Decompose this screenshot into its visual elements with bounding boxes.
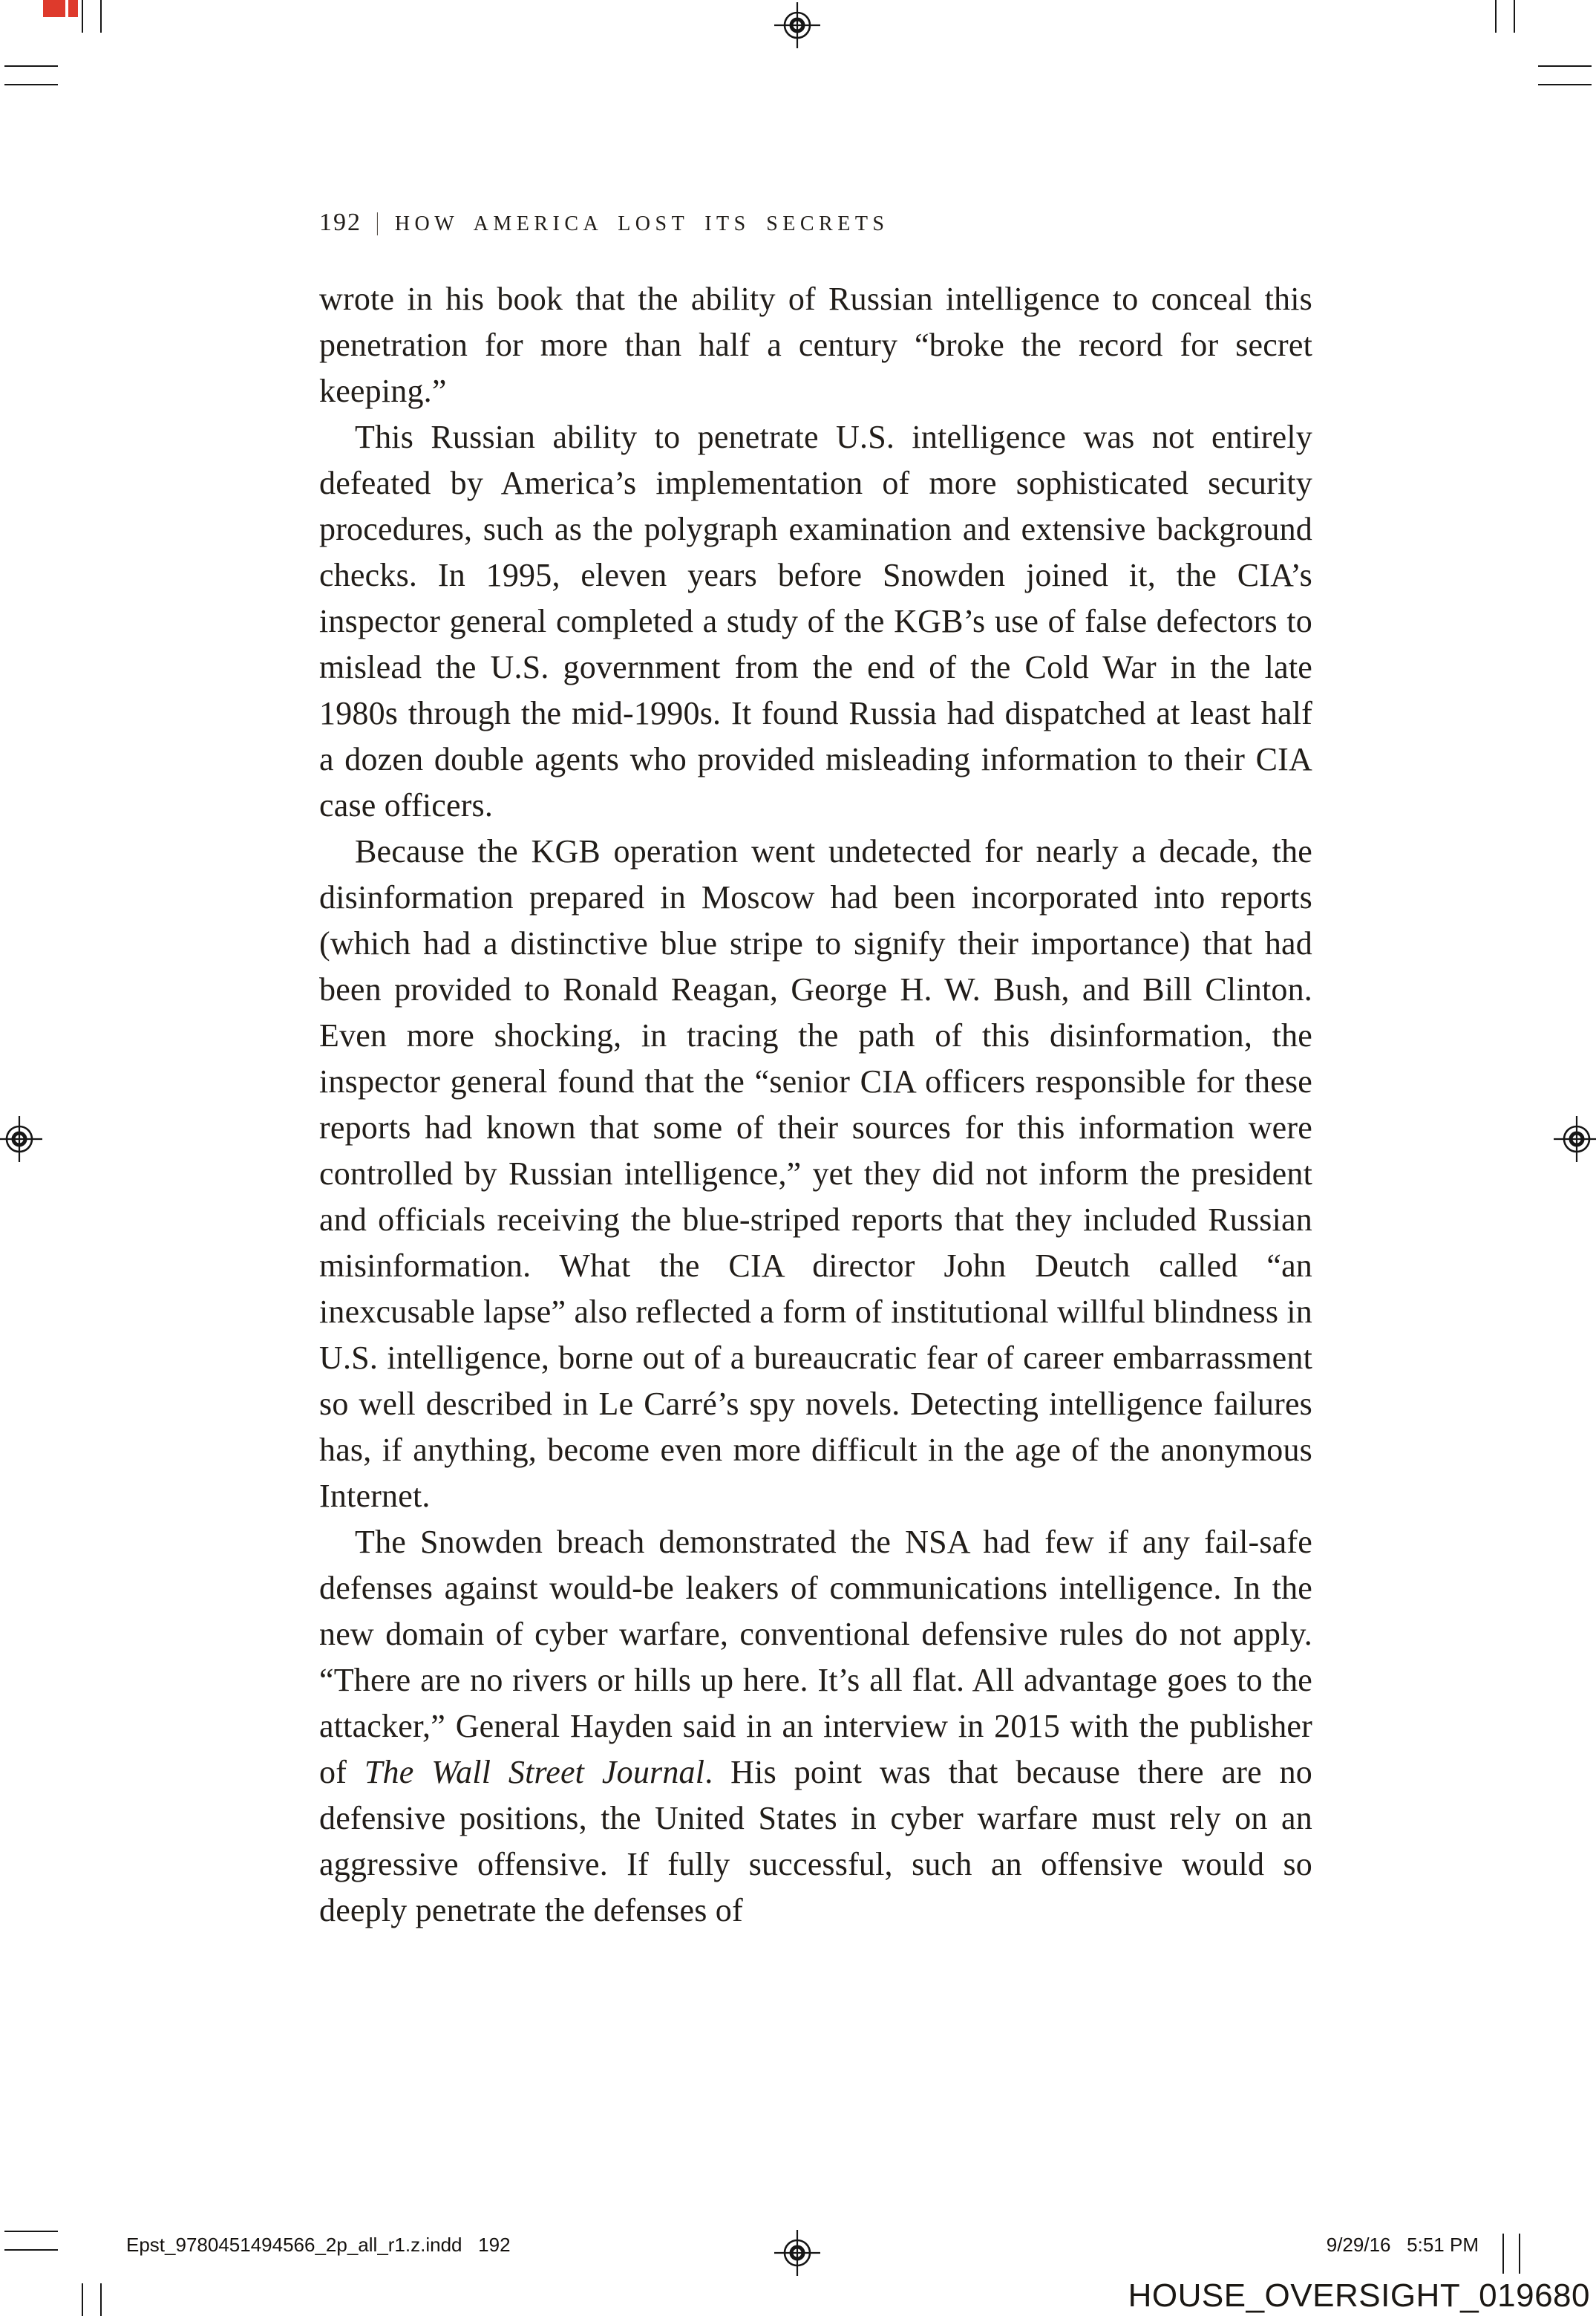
registration-mark-icon bbox=[0, 1115, 43, 1163]
bates-stamp: HOUSE_OVERSIGHT_019680 bbox=[1128, 2277, 1590, 2314]
paragraph-text: The Snowden breach demonstrated the NSA had few if any fail-safe defenses against would-be leakers of communications intelligence. In the new domain of cyber warfare, conventional defensive rules do not apply. “There are no rivers or hills up here. It’s all flat. All advantage goes to the attacker,” General Hayden said in an interview in 2015 with the publisher of bbox=[319, 1524, 1312, 1790]
crop-mark bbox=[100, 0, 102, 33]
crop-mark bbox=[1495, 0, 1497, 33]
crop-mark bbox=[82, 0, 83, 33]
header-divider: | bbox=[376, 209, 379, 236]
red-proof-mark bbox=[43, 0, 65, 17]
crop-mark bbox=[4, 84, 58, 85]
crop-mark bbox=[82, 2283, 83, 2316]
crop-mark bbox=[4, 2249, 58, 2251]
paragraph: This Russian ability to penetrate U.S. intelligence was not entirely defeated by America’s implementation of more sophisticated security procedures, such as the polygraph examination and extensive background checks. In 1995, eleven years before Snowden joined it, the CIA’s inspector general completed a study of the KGB’s use of false defectors to mislead the U.S. government from the end of the Cold War in the late 1980s through the mid-1990s. It found Russia had dispatched at least half a dozen double agents who provided misleading information to their CIA case officers. bbox=[319, 419, 1312, 823]
italic-publication-title: The Wall Street Journal bbox=[364, 1754, 705, 1790]
crop-mark bbox=[4, 65, 58, 67]
paragraph bbox=[319, 1519, 1312, 1934]
crop-mark bbox=[4, 2231, 58, 2232]
body-text-block bbox=[319, 276, 1312, 1934]
print-file-slug: Epst_9780451494566_2p_all_r1.z.indd 192 bbox=[126, 2234, 511, 2256]
crop-mark bbox=[1502, 2234, 1504, 2274]
registration-mark-icon bbox=[1553, 1115, 1596, 1163]
registration-mark-icon bbox=[774, 2229, 821, 2277]
crop-mark bbox=[1514, 0, 1515, 33]
paragraph: wrote in his book that the ability of Russian intelligence to conceal this penetration for more than half a century “broke the record for secret keeping.” bbox=[319, 281, 1312, 409]
print-timestamp: 9/29/16 5:51 PM bbox=[1326, 2234, 1479, 2256]
registration-mark-icon bbox=[774, 1, 821, 49]
crop-mark bbox=[1538, 65, 1592, 67]
crop-mark bbox=[1538, 84, 1592, 85]
red-proof-mark bbox=[68, 0, 78, 17]
page-number: 192 bbox=[319, 209, 362, 236]
running-header bbox=[319, 209, 889, 237]
paragraph: Because the KGB operation went undetected for nearly a decade, the disinformation prepared in Moscow had been incorporated into reports (which had a distinctive blue stripe to signify their importance) that had been provided to Ronald Reagan, George H. W. Bush, and Bill Clinton. Even more shocking, in tracing the path of this disinformation, the inspector general found that the “senior CIA officers responsible for these reports had known that some of their sources for this information were controlled by Russian intelligence,” yet they did not inform the president and officials receiving the blue-striped reports that they included Russian misinformation. What the CIA director John Deutch called “an inexcusable lapse” also reflected a form of institutional willful blindness in U.S. intelligence, borne out of a bureaucratic fear of career embarrassment so well described in Le Carré’s spy novels. Detecting intelligence failures has, if anything, become even more difficult in the age of the anonymous Internet. bbox=[319, 833, 1312, 1514]
crop-mark bbox=[100, 2283, 102, 2316]
crop-mark bbox=[1519, 2234, 1520, 2274]
running-title: HOW AMERICA LOST ITS SECRETS bbox=[394, 212, 889, 235]
paragraph-text: . His point was that because there are no defensive positions, the United States in cyber warfare must rely on an aggressive offensive. If fully successful, such an offensive would so deeply penetrate the defenses of bbox=[319, 1754, 1312, 1928]
